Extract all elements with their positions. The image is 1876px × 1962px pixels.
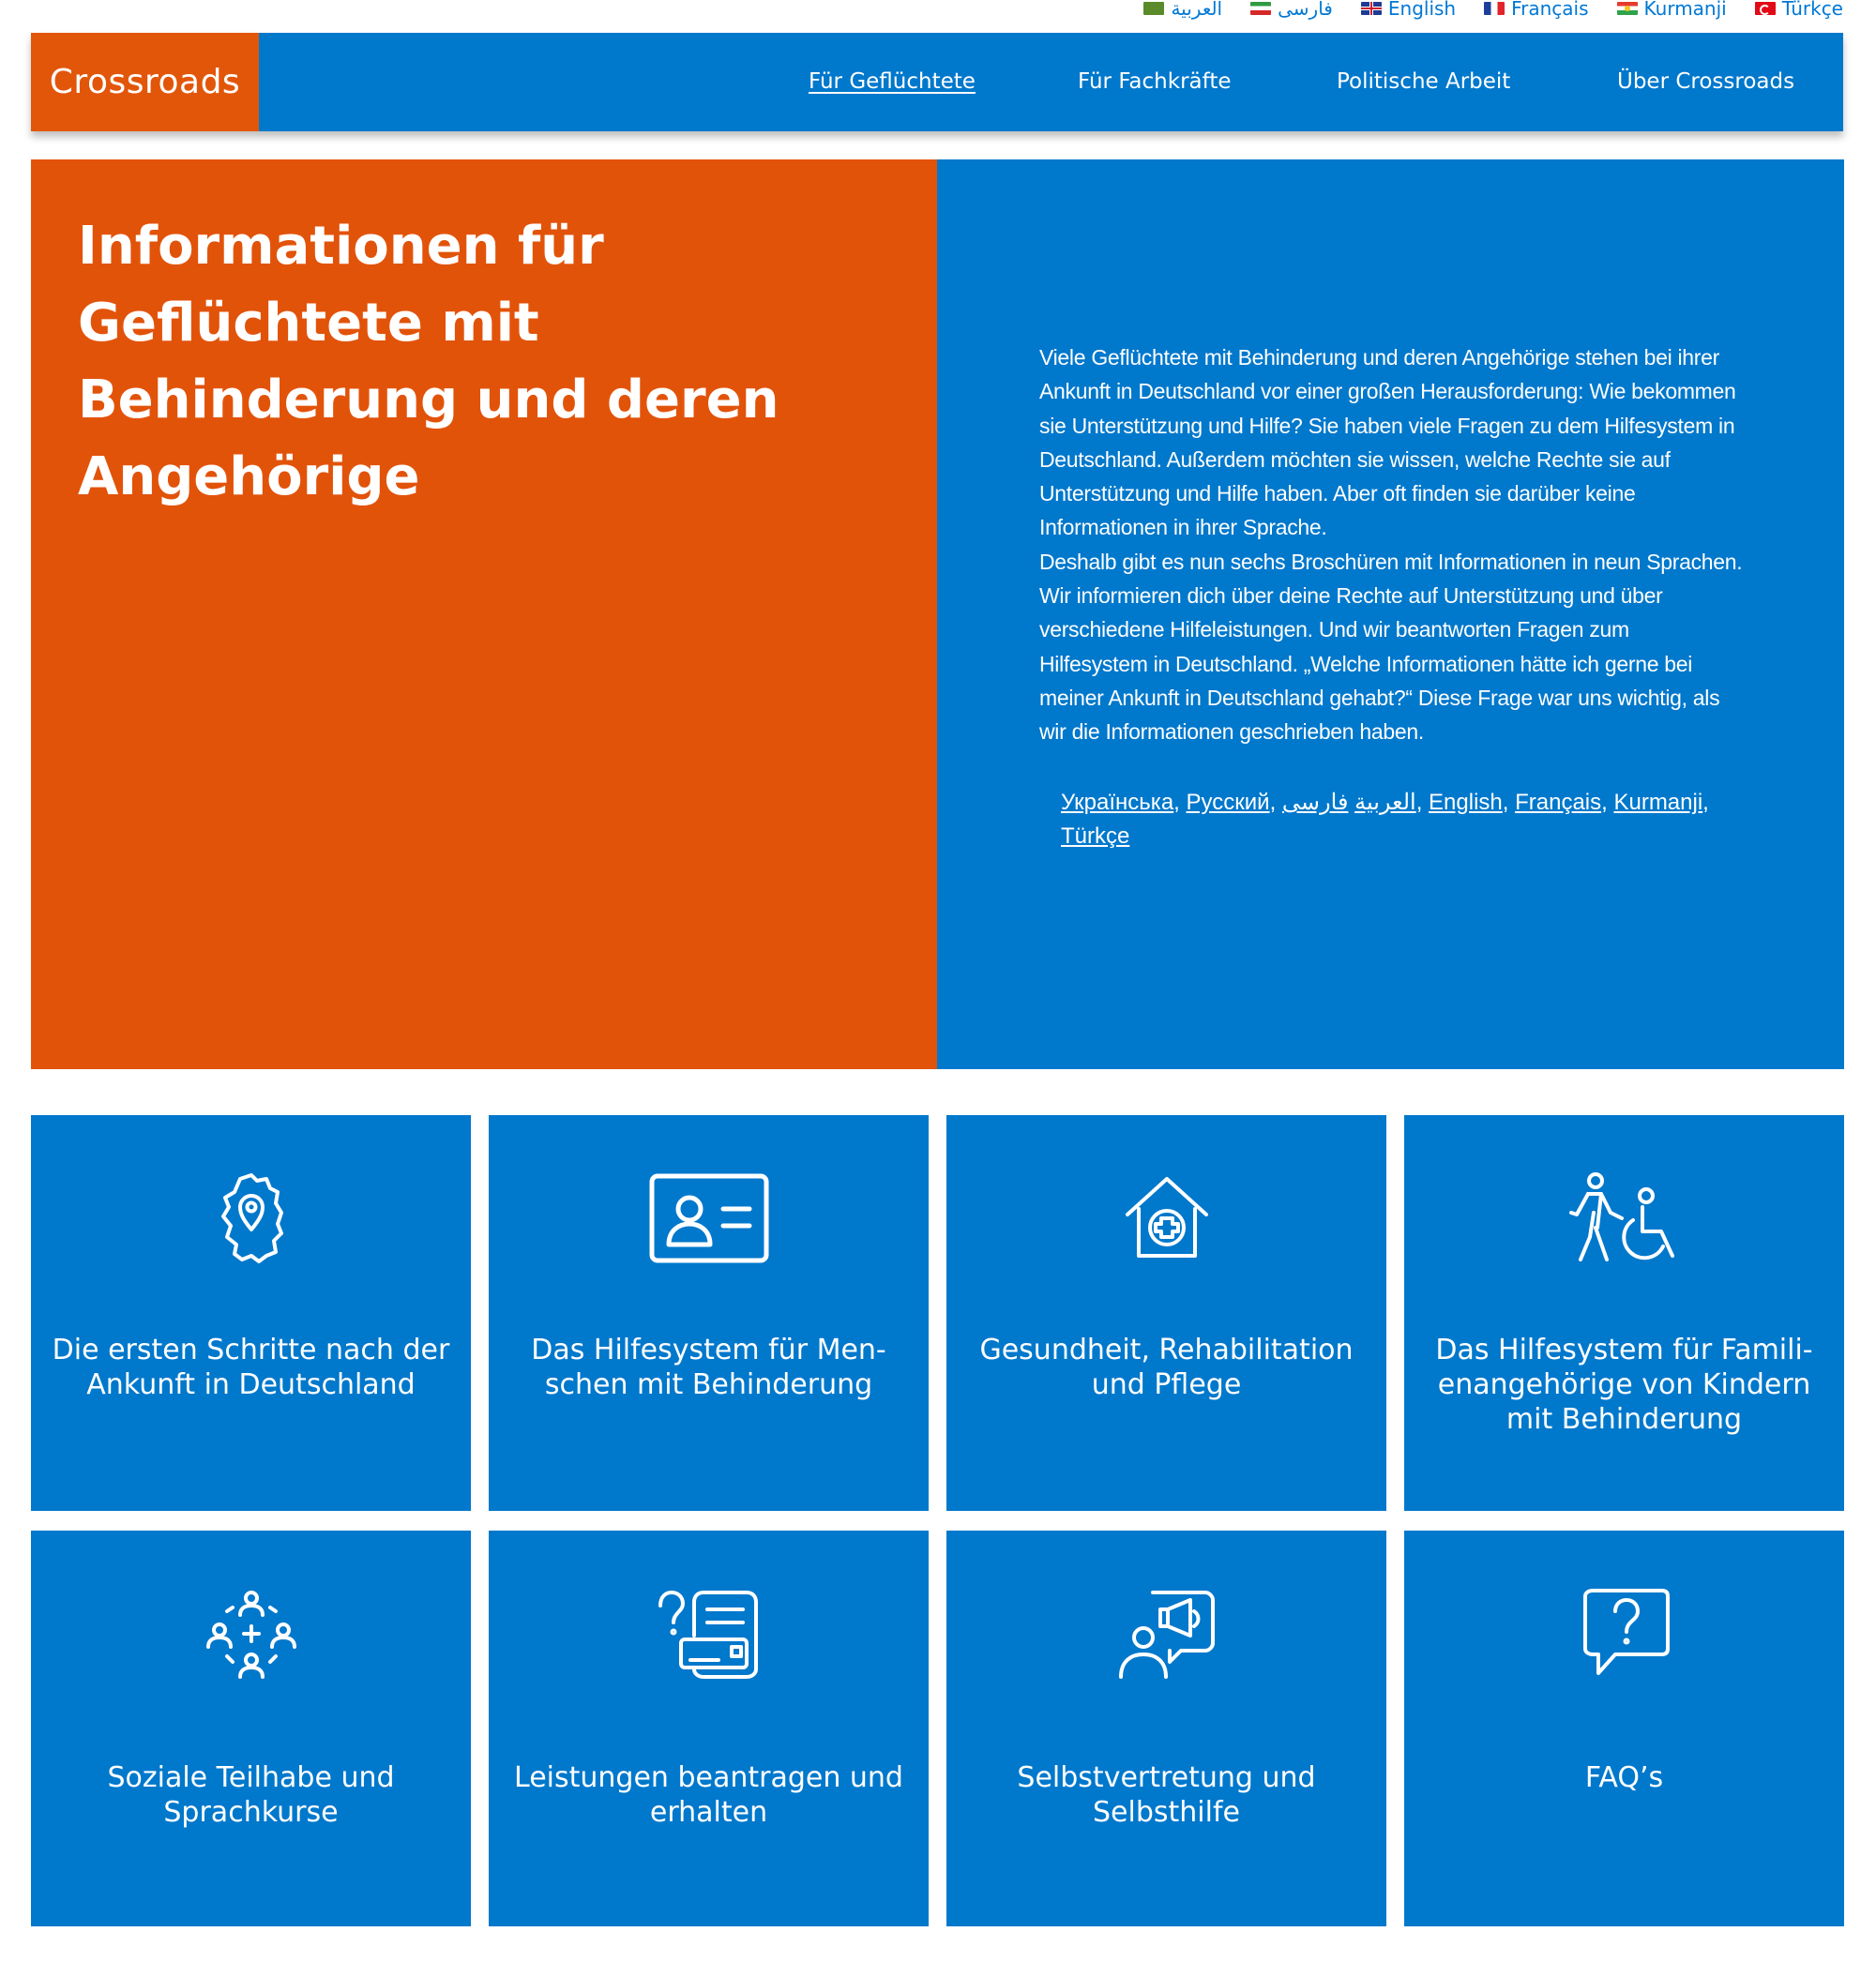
tile-hilfesystem-behinderung[interactable] — [489, 1115, 929, 1511]
intro-text — [1039, 340, 1743, 749]
hero-intro-panel — [937, 159, 1844, 1069]
iran-flag-icon — [1250, 2, 1271, 15]
nav-item-fuer-fachkraefte[interactable]: Für Fachkräfte — [1078, 69, 1232, 94]
brochure-language-links: Українська, Русский, العربية فارسی , English, Français, Kurmanji, Türkçe — [1061, 790, 1709, 849]
tile-soziale-teilhabe[interactable] — [31, 1531, 471, 1926]
germany-map-pin-icon — [186, 1167, 317, 1270]
intro-paragraph-1: Viele Geflüchtete mit Behinderung und deren Angehörige stehen bei ihrer Ankunft in Deutschland vor einer großen Herausforderung: Wie bekommen sie Unterstützung und Hilfe? Sie haben viele Fragen zu dem Hilfesystem in Deutschland. Außerdem möchten sie wissen, welche Rechte sie auf Unterstützung und Hilfe haben. Aber oft finden sie darüber keine Informationen in ihrer Sprache. — [1039, 345, 1736, 540]
brochure-link-arabic[interactable]: العربية — [1354, 790, 1416, 815]
question-bubble-icon — [1559, 1582, 1690, 1685]
page-title: Informationen für Geflüchtete mit Behinderung und deren Angehörige — [78, 216, 779, 507]
language-bar — [1115, 0, 1843, 28]
tile-label: Das Hilfesystem für Famili-enangehörige von Kindern mit Behinderung — [1435, 1334, 1813, 1436]
tile-label: Leistungen beantragen und erhalten — [514, 1761, 903, 1829]
tile-faq[interactable] — [1404, 1531, 1844, 1926]
tile-label: Das Hilfesystem für Men-schen mit Behinderung — [531, 1334, 886, 1401]
tile-leistungen[interactable] — [489, 1531, 929, 1926]
lang-link-english[interactable]: English — [1361, 0, 1456, 17]
brochure-link-farsi[interactable]: فارسی — [1281, 790, 1349, 815]
tile-label: Gesundheit, Rehabilitation und Pflege — [979, 1334, 1354, 1401]
brochure-link-english[interactable]: English — [1429, 790, 1503, 815]
tile-familienangehoerige[interactable] — [1404, 1115, 1844, 1511]
lang-link-arabic[interactable]: العربية — [1143, 0, 1222, 17]
walking-wheelchair-icon — [1559, 1167, 1690, 1270]
brochure-link-turkish[interactable]: Türkçe — [1061, 823, 1130, 849]
person-megaphone-icon — [1101, 1582, 1233, 1685]
question-form-icon — [643, 1582, 775, 1685]
tile-erste-schritte[interactable] — [31, 1115, 471, 1511]
lang-link-turkish[interactable]: Türkçe — [1755, 0, 1843, 17]
tile-label: Die ersten Schritte nach der Ankunft in Deutschland — [52, 1334, 450, 1401]
tile-selbstvertretung[interactable] — [946, 1531, 1386, 1926]
lang-link-kurmanji[interactable]: Kurmanji — [1617, 0, 1727, 17]
kurdistan-flag-icon — [1617, 2, 1638, 15]
uk-flag-icon — [1361, 2, 1382, 15]
intro-paragraph-2: Deshalb gibt es nun sechs Broschüren mit Informationen in neun Sprachen. Wir informieren dich über deine Rechte auf Unterstützung und über verschiedene Hilfeleistungen. Und wir beantworten Fragen zum Hilfesystem in Deutschland. „Welche Informationen hätte ich gerne bei meiner Ankunft in Deutschland gehabt?“ Diese Frage war uns wichtig, als wir die Informationen geschrieben haben. — [1039, 549, 1743, 745]
tile-label: Soziale Teilhabe und Sprachkurse — [107, 1761, 395, 1829]
tile-gesundheit[interactable] — [946, 1115, 1386, 1511]
tile-label: FAQ’s — [1584, 1761, 1664, 1794]
house-medical-icon — [1101, 1167, 1233, 1270]
tile-label: Selbstvertretung und Selbsthilfe — [1017, 1761, 1316, 1829]
lang-link-farsi[interactable]: فارسی — [1250, 0, 1333, 17]
brochure-link-french[interactable]: Français — [1515, 790, 1602, 815]
saudi-flag-icon — [1143, 2, 1164, 15]
brochure-link-kurmanji[interactable]: Kurmanji — [1613, 790, 1703, 815]
nav-item-politische-arbeit[interactable]: Politische Arbeit — [1337, 69, 1511, 94]
nav-item-ueber-crossroads[interactable]: Über Crossroads — [1617, 69, 1795, 94]
main-nav — [31, 33, 1843, 131]
site-logo[interactable]: Crossroads — [31, 33, 259, 131]
france-flag-icon — [1484, 2, 1505, 15]
id-card-icon — [643, 1167, 775, 1270]
nav-item-fuer-gefluechtete[interactable]: Für Geflüchtete — [809, 69, 976, 94]
brochure-link-ukrainian[interactable]: Українська — [1061, 790, 1174, 815]
brochure-link-russian[interactable]: Русский — [1186, 790, 1270, 815]
turkey-flag-icon — [1755, 2, 1776, 15]
lang-link-french[interactable]: Français — [1484, 0, 1588, 17]
hero-title-panel — [31, 159, 937, 1069]
community-circle-icon — [186, 1582, 317, 1685]
site-header — [31, 33, 1843, 131]
